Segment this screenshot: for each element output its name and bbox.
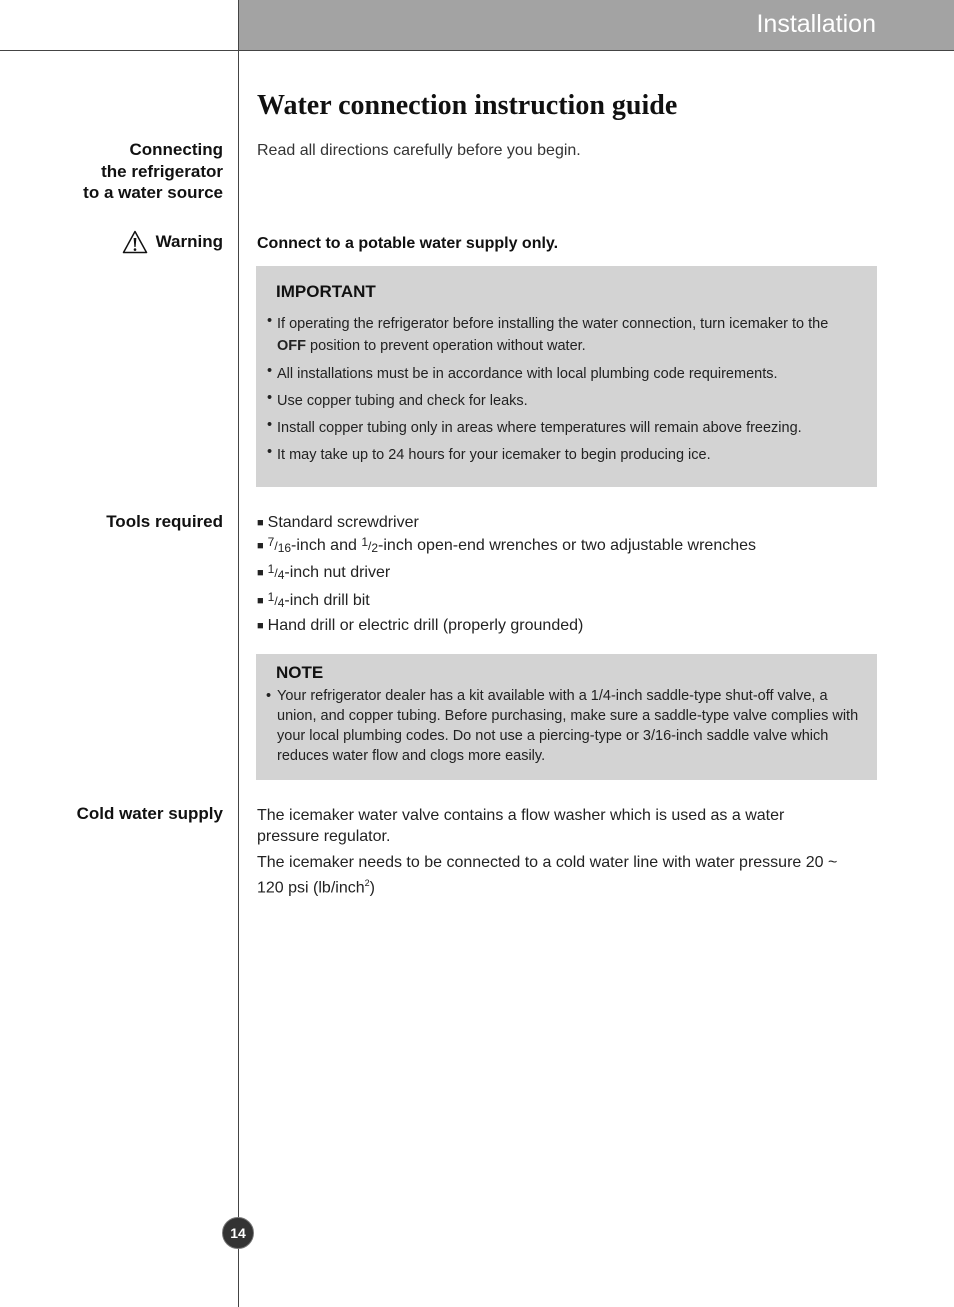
- paragraph-text: ): [369, 879, 375, 897]
- item-text: All installations must be in accordance with local plumbing code requirements.: [277, 366, 778, 382]
- important-item: [267, 313, 862, 357]
- header-divider: [0, 50, 954, 51]
- section-label-line: to a water source: [83, 183, 223, 202]
- square-bullet: ■: [257, 620, 264, 632]
- square-bullet: ■: [257, 595, 264, 607]
- bullet: •: [267, 390, 273, 406]
- bullet: •: [267, 363, 273, 379]
- section-label-connecting: [83, 139, 223, 204]
- column-divider: [238, 0, 239, 1307]
- important-item: [267, 417, 862, 439]
- fraction: 1/4: [267, 590, 285, 610]
- item-text: position to prevent operation without water.: [306, 338, 586, 354]
- tool-text: Hand drill or electric drill (properly grounded): [267, 617, 584, 634]
- cold-water-paragraph: The icemaker water valve contains a flow washer which is used as a water pressure regulator.: [257, 807, 785, 845]
- page-title: Water connection instruction guide: [257, 90, 678, 121]
- important-item: [267, 390, 862, 412]
- tool-text: Standard screwdriver: [267, 514, 419, 531]
- fraction: 1/4: [267, 562, 285, 582]
- note-text: Your refrigerator dealer has a kit available with a 1/4-inch saddle-type shut-off valve, a union, and copper tubing. Before purchasing, make sure a saddle-type valve complies with your local plumbing codes. Do not use a piercing-type or 3/16-inch saddle valve which reduces water flow and clogs more easily.: [277, 688, 859, 764]
- bullet: •: [267, 313, 273, 329]
- bullet: •: [267, 417, 273, 433]
- important-item: [267, 444, 862, 466]
- important-heading: IMPORTANT: [276, 282, 376, 301]
- tool-item: [257, 537, 756, 555]
- section-label-line: the refrigerator: [101, 161, 223, 181]
- tool-text: -inch open-end wrenches or two adjustable wrenches: [378, 537, 757, 554]
- warning-text: Connect to a potable water supply only.: [257, 235, 559, 252]
- section-label-warning: [122, 230, 223, 254]
- cold-water-paragraph: [257, 852, 842, 898]
- tool-item: [257, 514, 419, 532]
- note-heading: NOTE: [276, 663, 324, 682]
- superscript: 2: [364, 878, 370, 888]
- note-item: [266, 686, 866, 766]
- tool-text: -inch drill bit: [284, 592, 370, 609]
- section-label-tools: Tools required: [106, 512, 223, 531]
- tool-item: [257, 617, 583, 635]
- bullet: •: [267, 444, 273, 460]
- off-keyword: OFF: [277, 338, 306, 354]
- important-item: [267, 363, 862, 385]
- tool-text: -inch and: [291, 537, 362, 554]
- fraction: 7/16: [267, 535, 292, 555]
- tool-text: -inch nut driver: [284, 564, 391, 581]
- section-label-cold-water: Cold water supply: [76, 804, 223, 823]
- warning-icon: [122, 230, 148, 254]
- warning-label: Warning: [155, 232, 223, 251]
- section-title: Installation: [756, 10, 876, 38]
- header-bar: [238, 0, 954, 50]
- important-box: [256, 266, 877, 487]
- square-bullet: ■: [257, 567, 264, 579]
- item-text: If operating the refrigerator before installing the water connection, turn icemaker to the: [277, 316, 829, 332]
- tool-item: [257, 592, 370, 610]
- paragraph-text: The icemaker needs to be connected to a cold water line with water pressure 20 ~ 120 psi (lb/inch: [257, 854, 838, 897]
- tool-item: [257, 564, 390, 582]
- note-box: [256, 654, 877, 780]
- page-number-badge: 14: [222, 1217, 254, 1249]
- item-text: Install copper tubing only in areas where temperatures will remain above freezing.: [277, 420, 802, 436]
- item-text: It may take up to 24 hours for your icemaker to begin producing ice.: [277, 447, 711, 463]
- square-bullet: ■: [257, 540, 264, 552]
- bullet: •: [266, 688, 272, 704]
- square-bullet: ■: [257, 517, 264, 529]
- item-text: Use copper tubing and check for leaks.: [277, 393, 528, 409]
- intro-text: Read all directions carefully before you begin.: [257, 142, 581, 159]
- fraction: 1/2: [361, 535, 379, 555]
- section-label-line: Connecting: [129, 140, 223, 159]
